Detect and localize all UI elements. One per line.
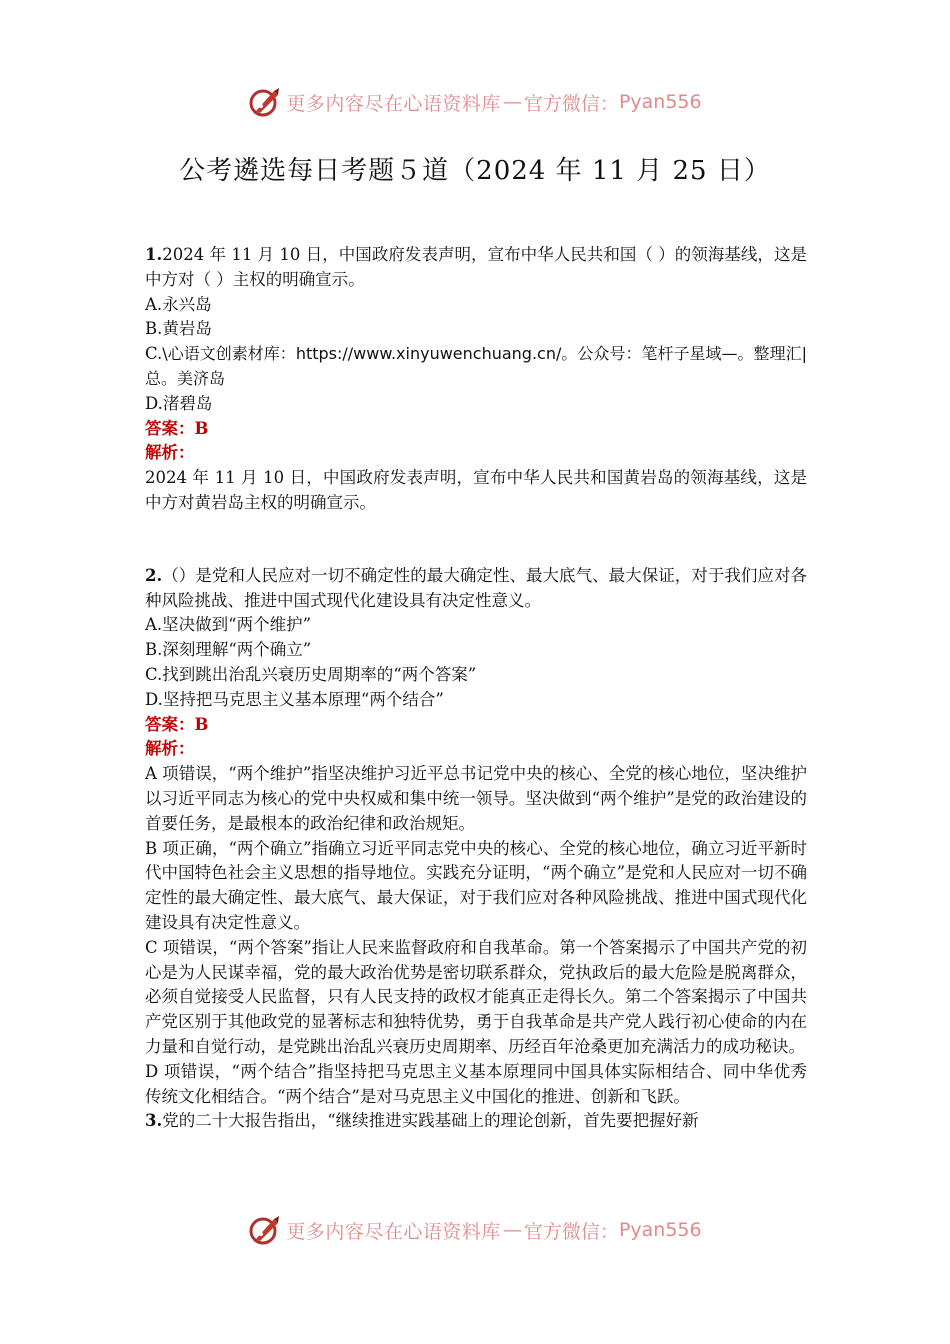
banner-wechat-label: 官方微信： xyxy=(523,1220,619,1243)
pen-nib-circle-icon xyxy=(248,1213,282,1247)
q2-option-c: C.找到跳出治乱兴衰历史周期率的“两个答案” xyxy=(145,664,477,684)
q1-option-d: D.渚碧岛 xyxy=(145,393,213,413)
q2-analysis-b: B 项正确，“两个确立”指确立习近平同志党中央的核心、全党的核心地位，确立习近平新时代中国特色社会主义思想的指导地位。实践充分证明，“两个确立”是党和人民应对一切不确定性的最大确定性、最大底气、最大保证，对于我们应对各种风险挑战、推进中国式现代化建设具有决定性意义。 xyxy=(145,838,807,932)
banner-wechat-id: Pyan556 xyxy=(618,91,702,113)
q2-analysis-c: C 项错误，“两个答案”指让人民来监督政府和自我革命。第一个答案揭示了中国共产党的初心是为人民谋幸福，党的最大政治优势是密切联系群众，党执政后的最大危险是脱离群众，必须自觉接受人民监督，只有人民支持的政权才能真正走得长久。第二个答案揭示了中国共产党区别于其他政党的显著标志和独特优势，勇于自我革命是共产党人践行初心使命的内在力量和自觉行动，是党跳出治乱兴衰历史周期率、历经百年沧桑更加充满活力的成功秘诀。 xyxy=(145,937,807,1056)
q2-option-b: B.深刻理解“两个确立” xyxy=(145,640,312,660)
q1-answer: 答案：B xyxy=(145,418,209,438)
q3-stem-text: 党的二十大报告指出，“继续推进实践基础上的理论创新，首先要把握好新 xyxy=(162,1111,699,1131)
q2-number: 2. xyxy=(145,565,163,585)
header-banner xyxy=(0,82,950,122)
page-title: 公考遴选每日考题５道（2024 年 11 月 25 日） xyxy=(179,156,771,186)
q1-analysis: 2024 年 11 月 10 日，中国政府发表声明，宣布中华人民共和国黄岩岛的领海基线，这是中方对黄岩岛主权的明确宣示。 xyxy=(145,468,807,512)
q1-option-a: A.永兴岛 xyxy=(145,294,212,314)
q2-option-d: D.坚持把马克思主义基本原理“两个结合” xyxy=(145,689,444,709)
pen-nib-circle-icon xyxy=(248,85,282,119)
q1-option-c-text: \心语文创素材库：https://www.xinyuwenchuang.cn/。公众号：笔杆子星域—。整理汇|总。美济岛 xyxy=(145,344,807,388)
banner-dash: — xyxy=(502,91,522,113)
q1-option-c xyxy=(145,342,807,392)
q2-analysis-a: A 项错误，“两个维护”指坚决维护习近平总书记党中央的核心、全党的核心地位，坚决维护以习近平同志为核心的党中央权威和集中统一领导。坚决做到“两个维护”是党的政治建设的首要任务，是最根本的政治纪律和政治规矩。 xyxy=(145,764,807,833)
q2-analysis-label: 解析： xyxy=(145,739,195,759)
q2-analysis-d: D 项错误，“两个结合”指坚持把马克思主义基本原理同中国具体实际相结合、同中华优秀传统文化相结合。“两个结合”是对马克思主义中国化的推进、创新和飞跃。 xyxy=(145,1061,807,1106)
banner-text: 更多内容尽在心语资料库 xyxy=(286,1220,501,1243)
banner-wechat-label: 官方微信： xyxy=(523,92,619,115)
q3-number: 3. xyxy=(145,1111,163,1131)
q2-option-a: A.坚决做到“两个维护” xyxy=(145,615,312,635)
q1-option-b: B.黄岩岛 xyxy=(145,319,212,339)
banner-text: 更多内容尽在心语资料库 xyxy=(286,92,501,115)
footer-banner xyxy=(0,1210,950,1250)
banner-dash: — xyxy=(502,1219,522,1241)
question-content xyxy=(145,243,807,1134)
q1-analysis-label: 解析： xyxy=(145,443,195,463)
q2-answer: 答案：B xyxy=(145,714,209,734)
banner-wechat-id: Pyan556 xyxy=(618,1219,702,1241)
q1-number: 1. xyxy=(145,245,163,264)
q1-stem-text: 2024 年 11 月 10 日，中国政府发表声明，宣布中华人民共和国（ ）的领海基线，这是中方对（ ）主权的明确宣示。 xyxy=(145,245,807,289)
q2-stem-text: （）是党和人民应对一切不确定性的最大确定性、最大底气、最大保证，对于我们应对各种风险挑战、推进中国式现代化建设具有决定性意义。 xyxy=(145,565,807,610)
q2-stem xyxy=(145,564,807,614)
question-spacer xyxy=(145,516,807,564)
q3-stem xyxy=(145,1109,807,1134)
q1-stem xyxy=(145,243,807,293)
q1-option-c-prefix: C. xyxy=(145,344,163,364)
